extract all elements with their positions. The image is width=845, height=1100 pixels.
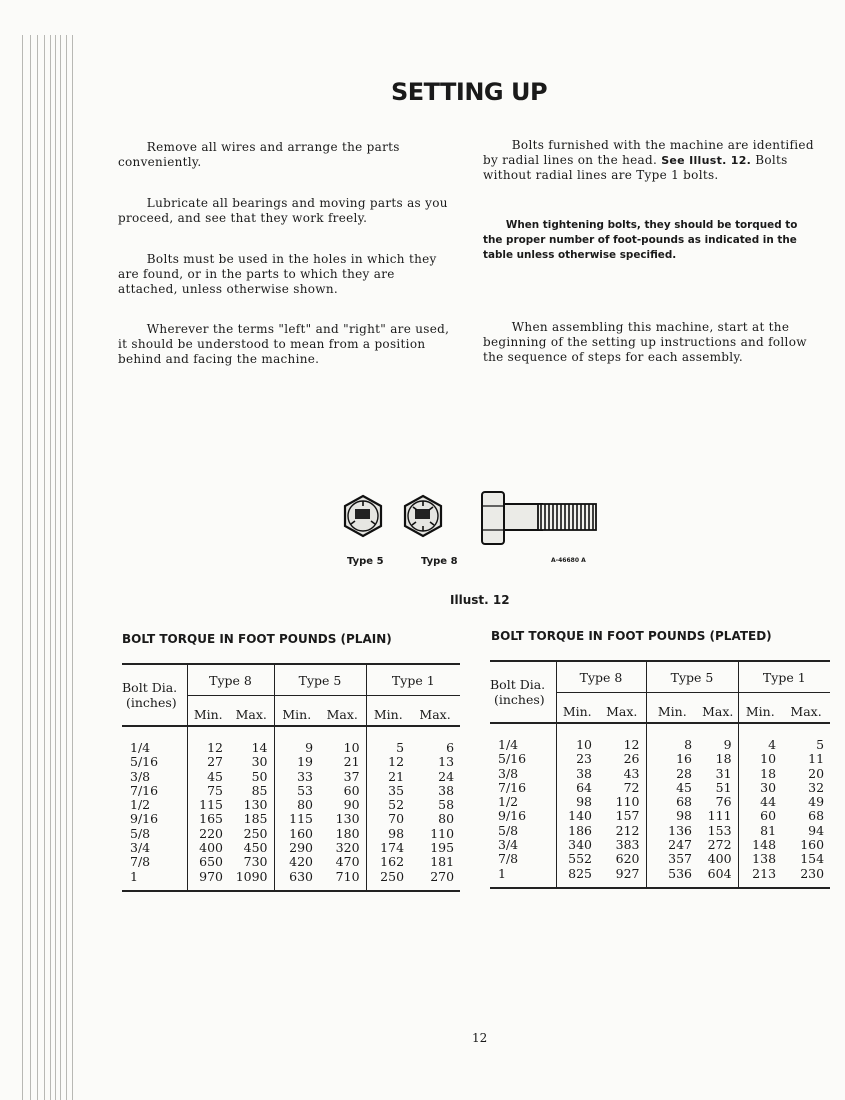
plated-table-title: BOLT TORQUE IN FOOT POUNDS (PLATED) bbox=[491, 629, 772, 643]
torque-value-cell: 45 bbox=[187, 770, 229, 784]
torque-value-cell: 970 bbox=[187, 870, 229, 891]
bolt-diameter-cell: 1/2 bbox=[498, 794, 519, 810]
bolt-diameter-cell: 1/4 bbox=[498, 737, 519, 752]
bolt-diameter-cell: 7/8 bbox=[498, 851, 519, 867]
table-row bbox=[490, 824, 830, 838]
torque-value-cell: 19 bbox=[274, 755, 319, 769]
torque-value-cell: 27 bbox=[187, 755, 229, 769]
torque-value-cell: 10 bbox=[738, 752, 782, 766]
torque-value-cell: 185 bbox=[243, 811, 268, 827]
torque-value-cell: 130 bbox=[335, 811, 360, 827]
table-row bbox=[122, 855, 460, 869]
bolt-dia-header-line1: Bolt Dia. bbox=[490, 677, 546, 692]
table-row bbox=[490, 767, 830, 781]
torque-value-cell: 58 bbox=[438, 797, 455, 813]
torque-value-cell: 604 bbox=[698, 867, 738, 888]
paragraph-assembly-sequence: When assembling this machine, start at the beginning of the setting up instructions and follow the sequence of steps for each assembly. bbox=[483, 320, 807, 364]
torque-value-cell: 43 bbox=[623, 765, 640, 781]
torque-value-cell: 5 bbox=[816, 737, 825, 752]
torque-value-cell: 60 bbox=[738, 809, 782, 823]
paragraph-bolt-identification bbox=[483, 138, 815, 183]
torque-value-cell: 115 bbox=[274, 812, 319, 826]
bolt-dia-header bbox=[122, 664, 187, 726]
illustration-label: Illust. 12 bbox=[450, 593, 510, 607]
type-5-caption: Type 5 bbox=[347, 556, 384, 567]
torque-value-cell: 98 bbox=[556, 795, 598, 809]
plain-torque-table bbox=[122, 663, 460, 892]
torque-value-cell: 53 bbox=[274, 784, 319, 798]
torque-value-cell: 20 bbox=[808, 765, 825, 781]
torque-value-cell: 68 bbox=[808, 808, 825, 824]
min-header: Min. bbox=[646, 693, 698, 724]
part-number-label: A-46680 A bbox=[551, 557, 586, 564]
torque-value-cell: 98 bbox=[646, 809, 698, 823]
torque-value-cell: 160 bbox=[274, 827, 319, 841]
torque-value-cell: 247 bbox=[646, 838, 698, 852]
torque-value-cell: 825 bbox=[556, 867, 598, 888]
torque-value-cell: 8 bbox=[646, 723, 698, 752]
table-row bbox=[490, 752, 830, 766]
paragraph-remove-wires: Remove all wires and arrange the parts conveniently. bbox=[118, 140, 400, 169]
table-row bbox=[490, 838, 830, 852]
table-row bbox=[122, 755, 460, 769]
max-header: Max. bbox=[698, 693, 738, 724]
torque-value-cell: 76 bbox=[715, 794, 732, 810]
max-header: Max. bbox=[598, 693, 646, 724]
torque-value-cell: 38 bbox=[438, 782, 455, 798]
torque-value-cell: 70 bbox=[366, 812, 410, 826]
torque-value-cell: 710 bbox=[319, 870, 366, 891]
bolt-diameter-cell: 9/16 bbox=[498, 808, 527, 824]
torque-value-cell: 136 bbox=[646, 824, 698, 838]
max-header: Max. bbox=[229, 696, 274, 727]
bolt-diameter-cell: 3/4 bbox=[498, 837, 519, 853]
page-binding-edge bbox=[0, 0, 80, 1100]
bolt-dia-header-line2: (inches) bbox=[126, 695, 177, 710]
table-row bbox=[490, 723, 830, 752]
torque-value-cell: 110 bbox=[615, 794, 640, 810]
torque-value-cell: 33 bbox=[274, 770, 319, 784]
table-row bbox=[122, 812, 460, 826]
torque-value-cell: 50 bbox=[251, 768, 268, 784]
torque-value-cell: 400 bbox=[707, 851, 732, 867]
torque-value-cell: 250 bbox=[366, 870, 410, 891]
paragraph-bolt-holes: Bolts must be used in the holes in which they are found, or in the parts to which they are attached, unless otherwise shown. bbox=[118, 252, 437, 296]
plated-torque-table bbox=[490, 660, 830, 889]
table-row bbox=[122, 726, 460, 755]
torque-value-cell: 148 bbox=[738, 838, 782, 852]
type-5-bolt-head-icon bbox=[345, 496, 381, 536]
bolt-dia-header-line1: Bolt Dia. bbox=[122, 680, 178, 695]
torque-value-cell: 272 bbox=[707, 837, 732, 853]
torque-value-cell: 13 bbox=[438, 754, 455, 770]
torque-value-cell: 270 bbox=[410, 870, 460, 891]
torque-value-cell: 32 bbox=[808, 779, 825, 795]
bolt-diameter-cell: 7/8 bbox=[130, 854, 151, 870]
paragraph-torque-note: When tightening bolts, they should be torqued to the proper number of foot-pounds as indicated in the table unless otherwise specified. bbox=[483, 219, 798, 261]
table-row bbox=[490, 852, 830, 866]
torque-value-cell: 21 bbox=[343, 754, 360, 770]
torque-value-cell: 85 bbox=[251, 782, 268, 798]
bolt-diameter-cell: 1 bbox=[122, 870, 187, 891]
torque-value-cell: 68 bbox=[646, 795, 698, 809]
torque-value-cell: 72 bbox=[623, 779, 640, 795]
torque-value-cell: 157 bbox=[615, 808, 640, 824]
torque-value-cell: 10 bbox=[556, 723, 598, 752]
type-1-header: Type 1 bbox=[366, 664, 460, 696]
table-row bbox=[490, 809, 830, 823]
plain-table-title: BOLT TORQUE IN FOOT POUNDS (PLAIN) bbox=[122, 632, 392, 646]
torque-value-cell: 153 bbox=[707, 822, 732, 838]
torque-value-cell: 37 bbox=[343, 768, 360, 784]
bolt-diameter-cell: 1/4 bbox=[130, 740, 151, 755]
bolt-dia-header-line2: (inches) bbox=[494, 692, 545, 707]
bolt-dia-header bbox=[490, 661, 556, 723]
torque-value-cell: 9 bbox=[274, 726, 319, 755]
torque-value-cell: 12 bbox=[366, 755, 410, 769]
torque-value-cell: 195 bbox=[430, 840, 455, 856]
paragraph-left-right: Wherever the terms "left" and "right" are used, it should be understood to mean from a position behind and facing the machine. bbox=[118, 322, 450, 366]
torque-value-cell: 16 bbox=[646, 752, 698, 766]
bolt-diameter-cell: 7/16 bbox=[130, 782, 159, 798]
bolt-diameter-cell: 1 bbox=[490, 867, 556, 888]
torque-value-cell: 12 bbox=[623, 737, 640, 752]
torque-value-cell: 340 bbox=[556, 838, 598, 852]
type-8-caption: Type 8 bbox=[421, 556, 458, 567]
torque-value-cell: 450 bbox=[243, 840, 268, 856]
type-8-header: Type 8 bbox=[187, 664, 274, 696]
page-number: 12 bbox=[472, 1031, 488, 1045]
bolt-diameter-cell: 9/16 bbox=[130, 811, 159, 827]
bolt-diameter-cell: 5/8 bbox=[498, 822, 519, 838]
torque-value-cell: 174 bbox=[366, 841, 410, 855]
torque-value-cell: 14 bbox=[251, 740, 268, 755]
torque-value-cell: 12 bbox=[187, 726, 229, 755]
torque-value-cell: 536 bbox=[646, 867, 698, 888]
torque-value-cell: 6 bbox=[446, 740, 455, 755]
bolt-diameter-cell: 5/16 bbox=[498, 751, 527, 767]
torque-value-cell: 30 bbox=[251, 754, 268, 770]
torque-value-cell: 212 bbox=[615, 822, 640, 838]
torque-value-cell: 30 bbox=[738, 781, 782, 795]
torque-value-cell: 383 bbox=[615, 837, 640, 853]
torque-value-cell: 927 bbox=[598, 867, 646, 888]
torque-value-cell: 21 bbox=[366, 770, 410, 784]
torque-value-cell: 400 bbox=[187, 841, 229, 855]
torque-value-cell: 357 bbox=[646, 852, 698, 866]
torque-value-cell: 90 bbox=[343, 797, 360, 813]
torque-value-cell: 165 bbox=[187, 812, 229, 826]
torque-value-cell: 44 bbox=[738, 795, 782, 809]
torque-value-cell: 130 bbox=[243, 797, 268, 813]
table-row bbox=[490, 795, 830, 809]
torque-value-cell: 320 bbox=[335, 840, 360, 856]
torque-value-cell: 213 bbox=[738, 867, 782, 888]
torque-value-cell: 10 bbox=[343, 740, 360, 755]
table-row bbox=[490, 867, 830, 888]
torque-value-cell: 49 bbox=[808, 794, 825, 810]
max-header: Max. bbox=[782, 693, 830, 724]
torque-value-cell: 38 bbox=[556, 767, 598, 781]
torque-value-cell: 24 bbox=[438, 768, 455, 784]
torque-value-cell: 186 bbox=[556, 824, 598, 838]
torque-value-cell: 60 bbox=[343, 782, 360, 798]
torque-value-cell: 4 bbox=[738, 723, 782, 752]
min-header: Min. bbox=[738, 693, 782, 724]
type-8-bolt-head-icon bbox=[405, 496, 441, 536]
bolt-diameter-cell: 7/16 bbox=[498, 779, 527, 795]
bolt-identification-text: Bolts furnished with the machine are identified by radial lines on the head. bbox=[483, 138, 814, 167]
paragraph-lubricate: Lubricate all bearings and moving parts as you proceed, and see that they work freely. bbox=[118, 196, 448, 225]
table-row bbox=[490, 781, 830, 795]
torque-value-cell: 110 bbox=[430, 825, 455, 841]
type-1-header: Type 1 bbox=[738, 661, 830, 693]
torque-value-cell: 28 bbox=[646, 767, 698, 781]
torque-value-cell: 5 bbox=[366, 726, 410, 755]
torque-value-cell: 650 bbox=[187, 855, 229, 869]
torque-value-cell: 45 bbox=[646, 781, 698, 795]
torque-value-cell: 220 bbox=[187, 827, 229, 841]
torque-value-cell: 75 bbox=[187, 784, 229, 798]
torque-value-cell: 81 bbox=[738, 824, 782, 838]
torque-value-cell: 80 bbox=[274, 798, 319, 812]
torque-value-cell: 180 bbox=[335, 825, 360, 841]
bolt-side-view-icon bbox=[482, 492, 596, 544]
table-row bbox=[122, 841, 460, 855]
torque-value-cell: 470 bbox=[335, 854, 360, 870]
type-5-header: Type 5 bbox=[646, 661, 738, 693]
torque-value-cell: 18 bbox=[715, 751, 732, 767]
max-header: Max. bbox=[319, 696, 366, 727]
torque-value-cell: 160 bbox=[800, 837, 825, 853]
torque-value-cell: 18 bbox=[738, 767, 782, 781]
torque-value-cell: 420 bbox=[274, 855, 319, 869]
table-row bbox=[122, 784, 460, 798]
torque-value-cell: 23 bbox=[556, 752, 598, 766]
torque-value-cell: 1090 bbox=[229, 870, 274, 891]
torque-value-cell: 80 bbox=[438, 811, 455, 827]
torque-value-cell: 98 bbox=[366, 827, 410, 841]
torque-value-cell: 9 bbox=[723, 737, 732, 752]
bolt-diameter-cell: 3/8 bbox=[498, 765, 519, 781]
torque-value-cell: 162 bbox=[366, 855, 410, 869]
table-row bbox=[122, 827, 460, 841]
torque-value-cell: 630 bbox=[274, 870, 319, 891]
torque-value-cell: 290 bbox=[274, 841, 319, 855]
bolt-diameter-cell: 3/4 bbox=[130, 840, 151, 856]
torque-value-cell: 64 bbox=[556, 781, 598, 795]
type-8-header: Type 8 bbox=[556, 661, 646, 693]
min-header: Min. bbox=[274, 696, 319, 727]
table-row bbox=[122, 870, 460, 891]
torque-value-cell: 140 bbox=[556, 809, 598, 823]
torque-value-cell: 31 bbox=[715, 765, 732, 781]
max-header: Max. bbox=[410, 696, 460, 727]
see-illust-reference: See Illust. 12. bbox=[661, 154, 752, 167]
min-header: Min. bbox=[366, 696, 410, 727]
min-header: Min. bbox=[187, 696, 229, 727]
torque-value-cell: 138 bbox=[738, 852, 782, 866]
bolt-diameter-cell: 1/2 bbox=[130, 797, 151, 813]
torque-value-cell: 11 bbox=[808, 751, 825, 767]
torque-value-cell: 730 bbox=[243, 854, 268, 870]
torque-value-cell: 94 bbox=[808, 822, 825, 838]
table-row bbox=[122, 798, 460, 812]
table-row bbox=[122, 770, 460, 784]
torque-value-cell: 552 bbox=[556, 852, 598, 866]
torque-value-cell: 35 bbox=[366, 784, 410, 798]
torque-value-cell: 111 bbox=[707, 808, 732, 824]
type-5-header: Type 5 bbox=[274, 664, 366, 696]
torque-value-cell: 620 bbox=[615, 851, 640, 867]
torque-value-cell: 154 bbox=[800, 851, 825, 867]
torque-value-cell: 51 bbox=[715, 779, 732, 795]
bolt-diameter-cell: 5/8 bbox=[130, 825, 151, 841]
torque-value-cell: 26 bbox=[623, 751, 640, 767]
min-header: Min. bbox=[556, 693, 598, 724]
torque-value-cell: 250 bbox=[243, 825, 268, 841]
torque-value-cell: 115 bbox=[187, 798, 229, 812]
page-title: SETTING UP bbox=[390, 78, 548, 106]
torque-value-cell: 230 bbox=[782, 867, 830, 888]
bolt-diameter-cell: 3/8 bbox=[130, 768, 151, 784]
torque-value-cell: 181 bbox=[430, 854, 455, 870]
bolt-identification-tail: Bolts without radial lines are Type 1 bolts. bbox=[483, 153, 788, 182]
bolt-diameter-cell: 5/16 bbox=[130, 754, 159, 770]
torque-value-cell: 52 bbox=[366, 798, 410, 812]
